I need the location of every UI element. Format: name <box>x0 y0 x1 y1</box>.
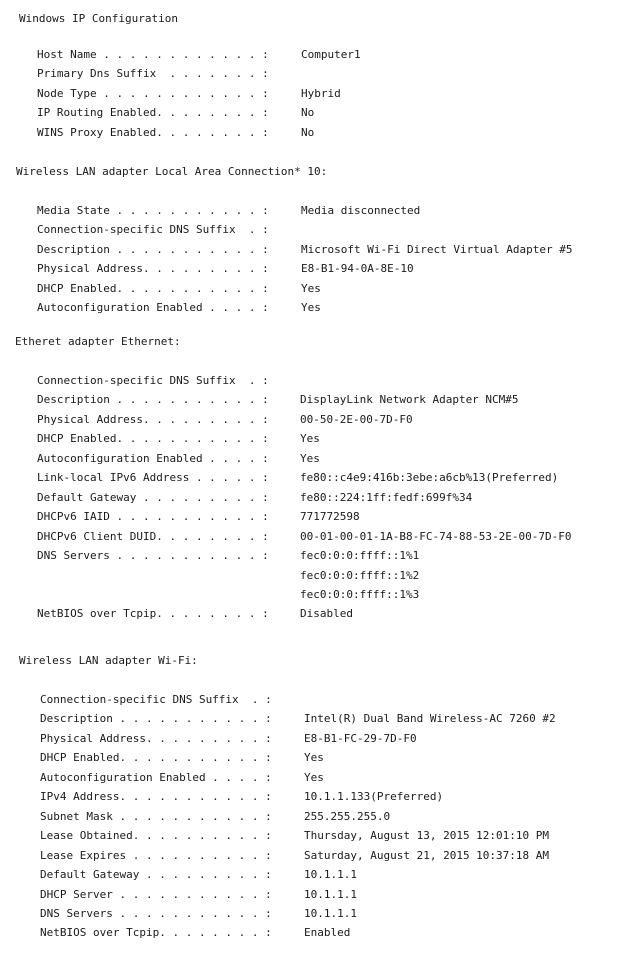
config-label: NetBIOS over Tcpip. . . . . . . . : <box>37 607 269 621</box>
config-label: DNS Servers . . . . . . . . . . . : <box>40 906 272 920</box>
config-label: NetBIOS over Tcpip. . . . . . . . : <box>40 926 272 940</box>
config-label: Physical Address. . . . . . . . . : <box>40 731 272 745</box>
config-label: Default Gateway . . . . . . . . . : <box>37 490 269 504</box>
config-value: 10.1.1.1 <box>304 906 357 920</box>
config-value: Computer1 <box>301 48 361 61</box>
config-value: Media disconnected <box>301 204 421 217</box>
config-value: Intel(R) Dual Band Wireless-AC 7260 #2 <box>304 712 556 726</box>
config-value: fec0:0:0:ffff::1%1 <box>300 549 420 563</box>
config-label: DHCPv6 Client DUID. . . . . . . . : <box>37 529 269 543</box>
section-title: Wireless LAN adapter Wi-Fi: <box>19 654 198 667</box>
config-value: 00-50-2E-00-7D-F0 <box>300 412 413 426</box>
config-value: Disabled <box>300 607 353 621</box>
section-title: Wireless LAN adapter Local Area Connection* 10: <box>16 165 328 178</box>
config-label: Host Name . . . . . . . . . . . . : <box>37 48 269 61</box>
config-label: Physical Address. . . . . . . . . : <box>37 262 269 276</box>
config-label: Autoconfiguration Enabled . . . . : <box>37 301 269 315</box>
config-value: 771772598 <box>300 510 360 524</box>
section-title: Windows IP Configuration <box>19 12 178 25</box>
config-value: Yes <box>301 301 321 315</box>
config-value: Thursday, August 13, 2015 12:01:10 PM <box>304 829 550 843</box>
config-label: WINS Proxy Enabled. . . . . . . . : <box>37 125 269 139</box>
config-value: Hybrid <box>301 86 341 100</box>
config-label: Physical Address. . . . . . . . . : <box>37 412 269 426</box>
config-label: Lease Expires . . . . . . . . . . : <box>40 848 272 862</box>
config-value: 10.1.1.1 <box>304 887 357 901</box>
config-label: Autoconfiguration Enabled . . . . : <box>40 770 272 784</box>
config-value: fe80::224:1ff:fedf:699f%34 <box>300 490 473 504</box>
config-value: Enabled <box>304 926 351 940</box>
config-value: E8-B1-94-0A-8E-10 <box>301 262 414 276</box>
config-label: Subnet Mask . . . . . . . . . . . : <box>40 809 272 823</box>
config-value: Yes <box>301 281 321 295</box>
config-label: Default Gateway . . . . . . . . . : <box>40 868 272 882</box>
config-label: Connection-specific DNS Suffix . : <box>37 374 269 387</box>
config-label: Primary Dns Suffix . . . . . . . : <box>37 67 269 81</box>
config-value: 00-01-00-01-1A-B8-FC-74-88-53-2E-00-7D-F0 <box>300 529 572 543</box>
config-label: Connection-specific DNS Suffix . : <box>37 223 269 237</box>
config-value: 10.1.1.1 <box>304 868 357 882</box>
config-value: 255.255.255.0 <box>304 809 391 823</box>
config-label: IPv4 Address. . . . . . . . . . . : <box>40 790 272 804</box>
config-value-continued: fec0:0:0:ffff::1%2 <box>300 568 420 582</box>
config-value: E8-B1-FC-29-7D-F0 <box>304 731 417 745</box>
config-label: IP Routing Enabled. . . . . . . . : <box>37 106 269 120</box>
config-label: Autoconfiguration Enabled . . . . : <box>37 451 269 465</box>
config-label: Link-local IPv6 Address . . . . . : <box>37 471 269 485</box>
config-value: Saturday, August 21, 2015 10:37:18 AM <box>304 848 550 862</box>
config-label: Node Type . . . . . . . . . . . . : <box>37 86 269 100</box>
section-title: Etheret adapter Ethernet: <box>15 335 181 348</box>
config-label: DHCP Enabled. . . . . . . . . . . : <box>37 432 269 446</box>
config-label: DHCPv6 IAID . . . . . . . . . . . : <box>37 510 269 524</box>
config-value: Yes <box>304 751 324 765</box>
config-label: Connection-specific DNS Suffix . : <box>40 693 272 706</box>
config-label: Media State . . . . . . . . . . . : <box>37 204 269 217</box>
config-value: Yes <box>304 770 324 784</box>
config-label: Description . . . . . . . . . . . : <box>40 712 272 726</box>
config-label: Lease Obtained. . . . . . . . . . : <box>40 829 272 843</box>
config-label: DNS Servers . . . . . . . . . . . : <box>37 549 269 563</box>
config-label: DHCP Enabled. . . . . . . . . . . : <box>37 281 269 295</box>
config-value-continued: fec0:0:0:ffff::1%3 <box>300 587 420 601</box>
config-label: Description . . . . . . . . . . . : <box>37 242 269 256</box>
config-value: Yes <box>300 432 320 446</box>
config-value: Microsoft Wi-Fi Direct Virtual Adapter #5 <box>301 242 573 256</box>
config-value: Yes <box>300 451 320 465</box>
config-label: Description . . . . . . . . . . . : <box>37 393 269 407</box>
config-value: No <box>301 106 315 120</box>
config-value: DisplayLink Network Adapter NCM#5 <box>300 393 519 407</box>
config-value: 10.1.1.133(Preferred) <box>304 790 444 804</box>
config-label: DHCP Server . . . . . . . . . . . : <box>40 887 272 901</box>
config-value: fe80::c4e9:416b:3ebe:a6cb%13(Preferred) <box>300 471 559 485</box>
config-value: No <box>301 125 315 139</box>
config-label: DHCP Enabled. . . . . . . . . . . : <box>40 751 272 765</box>
